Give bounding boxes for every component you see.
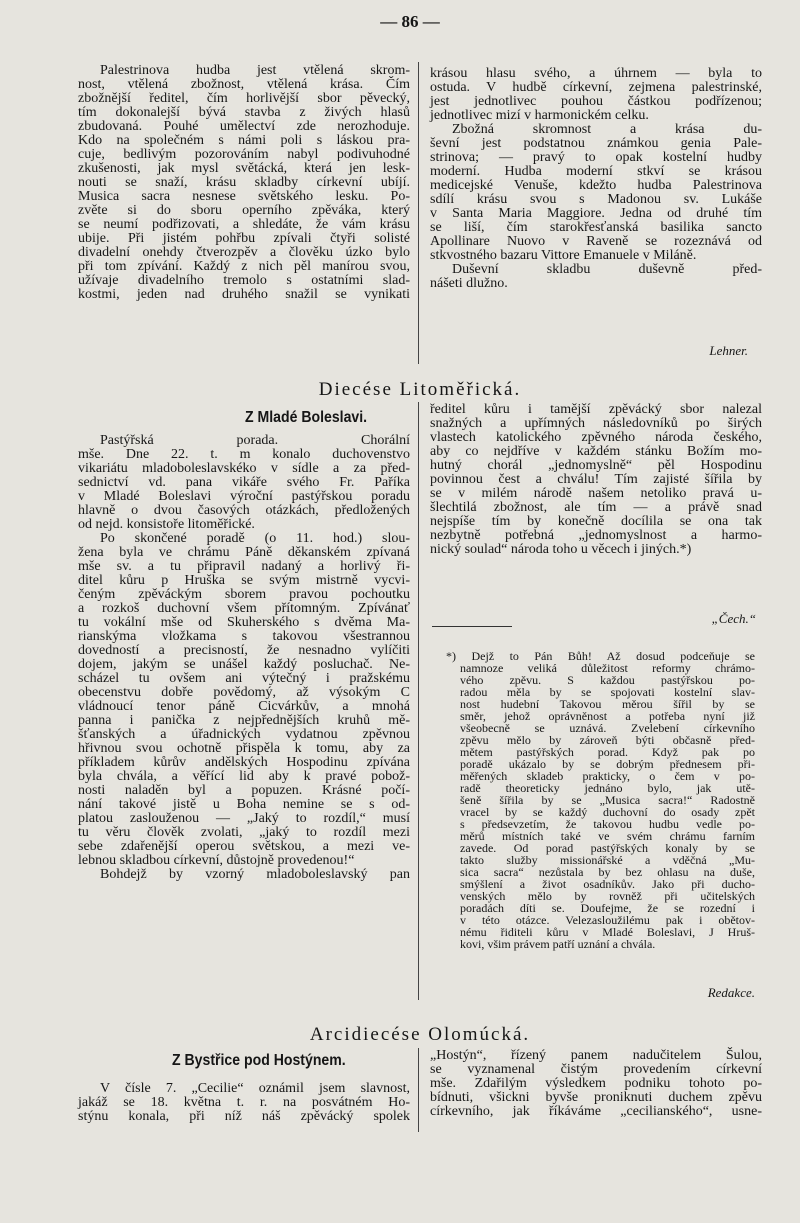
text-line: jednotlivec mizí v harmonickém celku. [430, 108, 649, 123]
text-line: čeným zpěváckým sborem pravou pochoutku [78, 587, 410, 602]
text-line: nému řiditeli kůru v Mladé Boleslavi, J Hruš- [460, 925, 755, 939]
text-line: církevního, jak říkáváme „cecilianského“, usne- [430, 1104, 762, 1119]
text-line: užívaje divadelního tremolo s ostatními slad- [78, 273, 410, 288]
text-line: ostuda. V hudbě církevní, zejmena palestrinské, [430, 80, 762, 95]
text-line: kostmi, jeden nad druhého snažil se vynikati [78, 287, 410, 302]
text-line: krásou hlasu svého, a úhrnem — byla to [430, 66, 762, 81]
text-line: tu vokální mše od Skuherského s dvěma Ma- [78, 615, 410, 630]
text-line: stýnu konala, při níž náš zpěvácký spolek [78, 1109, 410, 1124]
text-line: Palestrinova hudba jest vtělená skrom- [100, 63, 410, 78]
text-line: sica sacra“ nezůstala by bez ohlasu na duše, [460, 865, 755, 879]
section2-right-column [430, 1047, 762, 1117]
column-divider [418, 1048, 419, 1132]
paragraph [78, 1080, 410, 1122]
text-line: divadelní onehdy čtverozpěv a člověku úzko bylo [78, 245, 410, 260]
text-line: aby co nejdříve v každém stánku Božím mo- [430, 444, 762, 459]
text-line: radě theoreticky jednáno bylo, jak utě- [460, 781, 755, 795]
text-line: mše. Zdařilým výsledkem podniku tohoto po- [430, 1076, 762, 1091]
text-line: obecenstvu dobře povědomý, až výsokým C [78, 685, 410, 700]
text-line: ditel kůru p Hruška se svým mistrně vycvi- [78, 573, 410, 588]
signature-redakce: Redakce. [707, 985, 755, 1000]
text-line: hutný chorál „jednomyslně“ pěl Hospodinu [430, 458, 762, 473]
column-divider [418, 62, 419, 364]
text-line: sebe zdařenější operou světskou, a mezi ve- [78, 839, 410, 854]
text-line: mše. Dne 22. t. m konalo duchovenstvo [78, 447, 410, 462]
text-line: se v milém národě našem netoliko pravá u- [430, 486, 762, 501]
text-line: šťanských a úřadnických vydatnou zpěvnou [78, 727, 410, 742]
text-line: všeobecně se uznává. Zvelebení církevního [460, 721, 755, 735]
text-line: se liší, čím starokřesťanská basilika sancto [430, 220, 762, 235]
text-line: rianskýma vložkama s takovou všestrannou [78, 629, 410, 644]
text-line: nejspíše tím by konečně docílila se ona tak [430, 514, 762, 529]
paragraph [430, 121, 762, 261]
text-line: v Santa Maria Maggiore. Jedna od druhé tím [430, 206, 762, 221]
text-line: od nejd. konsistoře litoměřické. [78, 517, 255, 532]
text-line: smýšlení a život osadníkův. Jako při ducho- [460, 877, 755, 891]
text-line: šlechtilá zbožnost, ale tím — a právě snad [430, 500, 762, 515]
text-line: se vyznamenal čistým provedením církevní [430, 1062, 762, 1077]
text-line: hřivnou svou ochotně přispěla k tomu, aby za [78, 741, 410, 756]
paragraph [446, 649, 755, 951]
text-line: mětem pastýřských porad. Když pak po [460, 745, 755, 759]
paragraph [430, 1047, 762, 1117]
text-line: zpěvu mělo by zároveň býti občasně před- [460, 733, 755, 747]
text-line: nouti se snaží, krásu skladby církevní ubíjí. [78, 175, 410, 190]
text-line: sdílí krásu svou s Madonou sv. Lukáše [430, 192, 762, 207]
text-line: v této otázce. Velezasloužilému pak i obětov- [460, 913, 755, 927]
text-line: jakáž se 18. května t. r. na posvátném Ho- [78, 1095, 410, 1110]
text-line: kovi, všim právem patří uznání a chvála. [460, 937, 656, 951]
text-line: nost hudební Takovou měrou šířil by se [460, 697, 755, 711]
signature-cech: „Čech.“ [711, 611, 756, 626]
text-line: vlastech katolického zpěvného národa českého, [430, 430, 762, 445]
text-line: „Hostýn“, řízený panem nadučitelem Šulou, [430, 1048, 762, 1063]
article-title-bystrice: Z Bystřice pod Hostýnem. [172, 1052, 346, 1069]
text-line: moderní. Hudba moderní stkví se krásou [430, 164, 762, 179]
text-line: zbudovaná. Pouhé umělectví zde nerozhoduje. [78, 119, 410, 134]
text-line: dojem, jakým se unášel každý posluchač. Ne- [78, 657, 410, 672]
footnote [446, 649, 755, 951]
text-line: Duševní skladbu duševně před- [452, 262, 762, 277]
section-heading-litomerice: Diecése Litoměřická. [318, 379, 522, 400]
section-heading-olomouc: Arcidiecése Olomúcká. [309, 1024, 531, 1045]
text-line: vracel by se každý duchovní do osady zpět [460, 805, 755, 819]
text-line: radou měla by se spojovati kostelní slav- [460, 685, 755, 699]
paragraph [78, 530, 410, 866]
text-line: nost, vtělená zbožnost, vtělená krása. Čím [78, 77, 410, 92]
text-line: nezbytně potřebná „jednomyslnost a harmo- [430, 528, 762, 543]
text-line: V čísle 7. „Cecilie“ oznámil jsem slavnost, [100, 1081, 410, 1096]
section1-right-column [430, 401, 762, 555]
top-left-column [78, 63, 410, 301]
text-line: medicejské Venuše, kdežto hudba Palestrinova [430, 178, 762, 193]
text-line: vého zpěvu. S každou pastýřskou po- [460, 673, 755, 687]
footnote-separator [432, 626, 512, 627]
top-right-column [430, 65, 762, 289]
paragraph [430, 65, 762, 121]
paragraph [78, 63, 410, 301]
text-line: zavede. Od porad pastýřských konaly by se [460, 841, 755, 855]
text-line: sednictví vd. pana vikáře svého Fr. Paříka [78, 475, 410, 490]
signature-lehner: Lehner. [709, 343, 748, 358]
paragraph [78, 866, 410, 880]
text-line: platou zaslouženou — „Jaký to rozdíl,“ musí [78, 811, 410, 826]
text-line: namnoze veliká důležitost reformy chrámo- [460, 661, 755, 675]
section1-left-column [78, 432, 410, 880]
text-line: hlavně o dvou časových otázkách, předložených [78, 503, 410, 518]
text-line: žena byla ve chrámu Páně děkanském zpívaná [78, 545, 410, 560]
text-line: v Mladé Boleslavi výroční pastýřskou poradu [78, 489, 410, 504]
text-line: strinova; — pravý to opak kostelní hudby [430, 150, 762, 165]
text-line: nášeti dlužno. [430, 276, 508, 291]
text-line: vládnoucí tenor páně Cicvárkův, a mnohá [78, 699, 410, 714]
paragraph [78, 432, 410, 530]
text-line: scházel tu ovšem ani výtečný i pražskému [78, 671, 410, 686]
text-line: zvěte si do sboru operního zpěváka, který [78, 203, 410, 218]
text-line: měřených skladeb prakticky, o čem v po- [460, 769, 755, 783]
text-line: zkušenosti, jak mysl světácká, která jen lesk- [78, 161, 410, 176]
text-line: směr, jehož oprávněnost a potřeba nyní již [460, 709, 755, 723]
text-line: Kdo na společném s námi poli s láskou pra- [78, 133, 410, 148]
text-line: byla chvála, a věřící lid aby k pravé pobož- [78, 769, 410, 784]
article-title-mlada-boleslav: Z Mladé Boleslavi. [245, 409, 368, 426]
text-line: tím dokonalejší bývá stavba z živých hlasů [78, 105, 410, 120]
text-line: při tom zpívání. Každý z nich pěl manírou svou, [78, 259, 410, 274]
text-line: šeně šířila by se „Musica sacra!“ Radostně [460, 793, 755, 807]
section2-left-column [78, 1080, 410, 1122]
text-line: příkladem kůrův andělských Hospodinu zpívána [78, 755, 410, 770]
text-line: *) Dejž to Pán Bůh! Až dosud podceňuje se [446, 649, 755, 663]
text-line: dovedností a precisností, že nesnadno vylíčiti [78, 643, 410, 658]
text-line: Apollinare Nuovo v Raveně se rozeznává od [430, 234, 762, 249]
text-line: panna i panička z nejpřednějších kruhů mě- [78, 713, 410, 728]
text-line: ševní jest podstatnou známkou genia Pale- [430, 136, 762, 151]
text-line: mše sv. a tu připravil nadaný a horlivý ři- [78, 559, 410, 574]
text-line: s předsevzetím, že takovou hudbu vedle po- [460, 817, 755, 831]
text-line: lebnou skladbou církevní, důstojně provedenou!“ [78, 853, 355, 868]
page-number: — 86 — [380, 12, 440, 31]
text-line: poradách díti se. Doufejme, že se rozední i [460, 901, 755, 915]
text-line: ubije. Při jistém pohřbu zpívali čtyři solisté [78, 231, 410, 246]
text-line: se neumí podřizovati, a shledáte, že vám krásu [78, 217, 410, 232]
text-line: zbožnější ředitel, čím horlivější sbor pěvecký, [78, 91, 410, 106]
text-line: jest jednotlivec pouhou částkou podřízenou; [430, 94, 762, 109]
paragraph [430, 401, 762, 555]
text-line: vikariátu mladoboleslavskéko v sídle a za před- [78, 461, 410, 476]
column-divider [418, 402, 419, 1000]
text-line: tu věru člověk zvolati, „jaký to rozdíl mezi [78, 825, 410, 840]
text-line: takto služby missionářské a vděčná „Mu- [460, 853, 755, 867]
text-line: venských mělo by rovněž při učitelských [460, 889, 755, 903]
text-line: měrů místních také ve svém chrámu farním [460, 829, 755, 843]
text-line: Pastýřská porada. Chorální [100, 433, 410, 448]
text-line: Bohdejž by vzorný mladoboleslavský pan [100, 867, 410, 882]
paragraph [430, 261, 762, 289]
text-line: nání takové jistě u Boha nemine se s od- [78, 797, 410, 812]
text-line: snažných a upřímných následovníků po širých [430, 416, 762, 431]
text-line: nický soulad“ národa toho u věcech i jiných.*) [430, 542, 692, 557]
text-line: stkvostného bazaru Vittore Emanuele v Miláně. [430, 248, 697, 263]
text-line: poradě ukázalo by se dobrým přednesem při- [460, 757, 755, 771]
text-line: Musica sacra nesnese světského lesku. Po- [78, 189, 410, 204]
text-line: a rozkoš duchovní všem přítomným. Zpívánať [78, 601, 410, 616]
text-line: Zbožná skromnost a krása du- [452, 122, 762, 137]
text-line: bídnuti, všickni byvše proniknuti duchem zpěvu [430, 1090, 762, 1105]
text-line: ředitel kůru i tamější zpěvácký sbor nalezal [430, 402, 762, 417]
text-line: povinnou čest a chválu! Tím zajisté šířila by [430, 472, 762, 487]
text-line: cuje, bedlivým pozorováním nabyl podivuhodné [78, 147, 410, 162]
text-line: Po skončené poradě (o 11. hod.) slou- [100, 531, 410, 546]
text-line: nosti naladěn byl a popuzen. Krásné počí- [78, 783, 410, 798]
